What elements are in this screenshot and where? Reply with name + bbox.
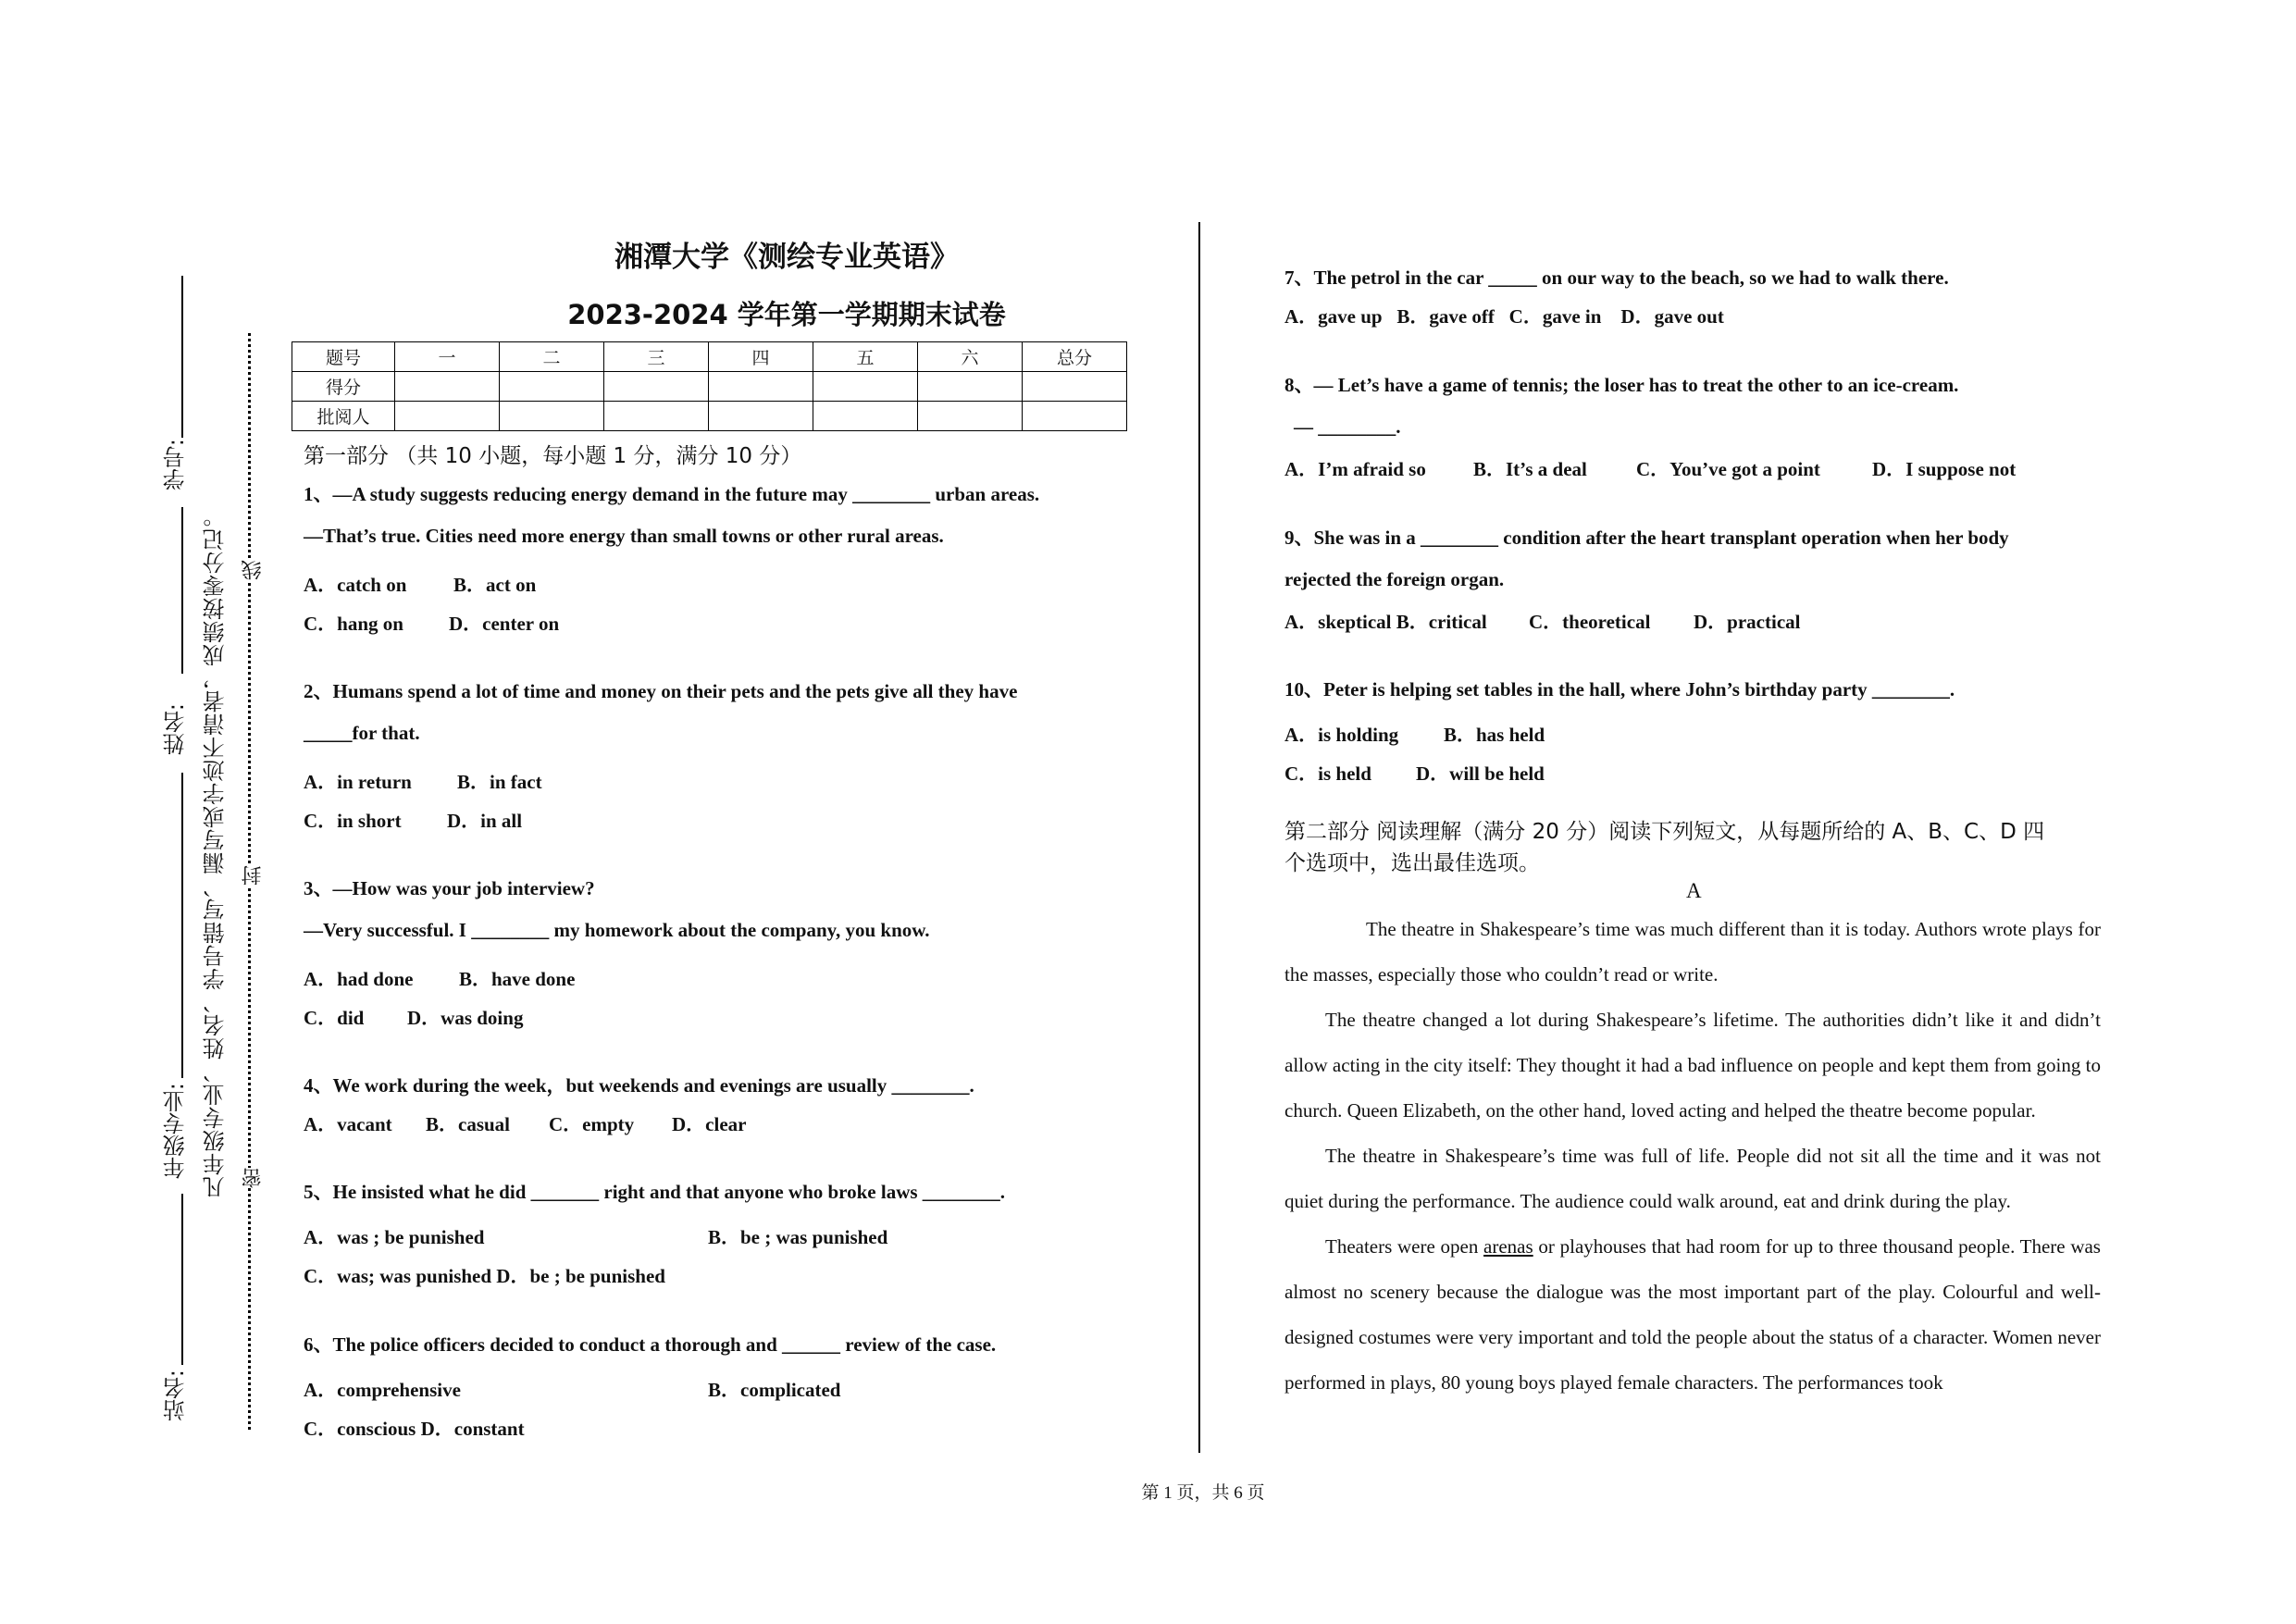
q7-options[interactable]: A．gave up B．gave off C．gave in D．gave out bbox=[1285, 305, 1724, 328]
q6-option-b[interactable]: B．complicated bbox=[708, 1379, 841, 1401]
q4-option-c[interactable]: C．empty bbox=[549, 1113, 635, 1135]
seal-mark-mi: 密 bbox=[239, 1168, 267, 1188]
passage-label: A bbox=[1686, 879, 1702, 902]
binding-line-2 bbox=[181, 507, 183, 674]
q1-option-c[interactable]: C．hang on bbox=[304, 613, 403, 635]
grader-cell[interactable] bbox=[1023, 402, 1127, 431]
grader-cell[interactable] bbox=[500, 402, 604, 431]
part2-heading-2: 个选项中，选出最佳选项。 bbox=[1285, 851, 1540, 875]
q10-option-c[interactable]: C．is held bbox=[1285, 762, 1371, 785]
q3-option-a[interactable]: A．had done bbox=[304, 968, 414, 990]
q3-option-d[interactable]: D．was doing bbox=[407, 1007, 524, 1029]
score-head-cell: 四 bbox=[709, 342, 813, 372]
score-row bbox=[292, 372, 1127, 402]
q1-option-a[interactable]: A．catch on bbox=[304, 574, 407, 596]
passage-p4-rest: or playhouses that had room for up to three thousand people. There was almost no scenery because the dialogue was the most important part of the play. Colourful and well-designed costumes were very important and told the people about the status of a character. Women never performed in plays, 80 young boys played female characters. The performances took bbox=[1285, 1235, 2101, 1394]
q10-option-d[interactable]: D．will be held bbox=[1416, 762, 1545, 785]
score-head-cell: 总分 bbox=[1023, 342, 1127, 372]
q10-option-b[interactable]: B．has held bbox=[1444, 724, 1545, 746]
q5-option-cd[interactable]: C．was; was punished D．be ; be punished bbox=[304, 1265, 665, 1287]
column-divider bbox=[1198, 222, 1200, 1453]
q3-stem-2: —Very successful. I ________ my homework about the company, you know. bbox=[304, 919, 930, 941]
q3-stem: 3、—How was your job interview? bbox=[304, 877, 595, 899]
passage-paragraph-3: The theatre in Shakespeare’s time was full of life. People did not sit all the time and it was not quiet during the performance. The audience could walk around, eat and drink during the play. bbox=[1285, 1145, 2101, 1212]
score-head-cell: 三 bbox=[604, 342, 709, 372]
grader-row-label: 批阅人 bbox=[292, 402, 395, 431]
q2-stem-2: _____for that. bbox=[304, 722, 420, 744]
score-cell[interactable] bbox=[500, 372, 604, 402]
binding-line-top bbox=[181, 276, 183, 438]
score-row-label: 得分 bbox=[292, 372, 395, 402]
score-head-cell: 五 bbox=[813, 342, 918, 372]
score-cell[interactable] bbox=[604, 372, 709, 402]
q10-option-a[interactable]: A．is holding bbox=[1285, 724, 1399, 746]
q9-option-c[interactable]: C．theoretical bbox=[1529, 611, 1651, 633]
name-label: 姓名: bbox=[163, 703, 189, 756]
grader-cell[interactable] bbox=[918, 402, 1023, 431]
q1-option-d[interactable]: D．center on bbox=[449, 613, 560, 635]
score-head-cell: 一 bbox=[395, 342, 500, 372]
passage-paragraph-4 bbox=[1285, 1224, 2101, 1406]
q4-option-a[interactable]: A．vacant bbox=[304, 1113, 392, 1135]
score-table-header-row bbox=[292, 342, 1127, 372]
score-cell[interactable] bbox=[709, 372, 813, 402]
score-cell[interactable] bbox=[395, 372, 500, 402]
q3-option-c[interactable]: C．did bbox=[304, 1007, 365, 1029]
q1-option-b[interactable]: B．act on bbox=[453, 574, 537, 596]
score-head-cell: 题号 bbox=[292, 342, 395, 372]
binding-line-3 bbox=[181, 773, 183, 1078]
q9-stem: 9、She was in a ________ condition after the heart transplant operation when her body bbox=[1285, 527, 2009, 549]
q4-stem: 4、We work during the week，but weekends and evenings are usually ________. bbox=[304, 1074, 974, 1097]
q8-option-b[interactable]: B．It’s a deal bbox=[1473, 458, 1587, 480]
q5-option-a[interactable]: A．was ; be punished bbox=[304, 1226, 485, 1248]
grader-cell[interactable] bbox=[709, 402, 813, 431]
reading-passage bbox=[1285, 907, 2101, 1406]
site-label: 站名: bbox=[163, 1370, 189, 1422]
q4-option-d[interactable]: D．clear bbox=[672, 1113, 747, 1135]
q6-option-cd[interactable]: C．conscious D．constant bbox=[304, 1418, 525, 1440]
exam-subtitle: 2023-2024 学年第一学期期末试卷 bbox=[567, 299, 1006, 330]
score-table bbox=[292, 341, 1127, 431]
score-cell[interactable] bbox=[918, 372, 1023, 402]
part2-heading: 第二部分 阅读理解（满分 20 分）阅读下列短文，从每题所给的 A、B、C、D 四 bbox=[1285, 820, 2045, 844]
grader-cell[interactable] bbox=[813, 402, 918, 431]
score-cell[interactable] bbox=[1023, 372, 1127, 402]
q4-option-b[interactable]: B．casual bbox=[426, 1113, 511, 1135]
exam-title: 湘潭大学《测绘专业英语》 bbox=[614, 241, 959, 274]
part1-heading: 第一部分 （共 10 小题，每小题 1 分，满分 10 分） bbox=[304, 444, 802, 468]
q3-option-b[interactable]: B．have done bbox=[459, 968, 576, 990]
q10-stem: 10、Peter is helping set tables in the hall, where John’s birthday party ________. bbox=[1285, 678, 1955, 700]
q5-stem: 5、He insisted what he did _______ right and that anyone who broke laws ________. bbox=[304, 1181, 1006, 1203]
q2-stem: 2、Humans spend a lot of time and money on their pets and the pets give all they have bbox=[304, 680, 1018, 702]
q6-stem: 6、The police officers decided to conduct a thorough and ______ review of the case. bbox=[304, 1333, 997, 1356]
q9-option-d[interactable]: D．practical bbox=[1694, 611, 1801, 633]
binding-note: 凡年级专业、姓名、学号错写、漏写或字迹不清者，成绩按零分记。 bbox=[203, 504, 229, 1198]
q8-stem: 8、— Let’s have a game of tennis; the loser has to treat the other to an ice-cream. bbox=[1285, 374, 1959, 396]
grader-row bbox=[292, 402, 1127, 431]
passage-underlined-word: arenas bbox=[1483, 1235, 1533, 1258]
seal-mark-feng: 封 bbox=[239, 865, 267, 886]
page-number: 第 1 页，共 6 页 bbox=[1141, 1483, 1265, 1503]
seal-mark-xian: 线 bbox=[239, 560, 267, 580]
q5-option-b[interactable]: B．be ; was punished bbox=[708, 1226, 888, 1248]
grader-cell[interactable] bbox=[604, 402, 709, 431]
q2-option-b[interactable]: B．in fact bbox=[457, 771, 542, 793]
q9-option-ab[interactable]: A．skeptical B．critical bbox=[1285, 611, 1487, 633]
q1-stem: 1、—A study suggests reducing energy demand in the future may ________ urban areas. bbox=[304, 483, 1040, 505]
passage-paragraph-1: The theatre in Shakespeare’s time was much different than it is today. Authors wrote plays for the masses, especially those who couldn’t read or write. bbox=[1285, 918, 2101, 986]
major-label: 年级专业: bbox=[163, 1083, 189, 1180]
passage-paragraph-2: The theatre changed a lot during Shakespeare’s lifetime. The authorities didn’t like it and didn’t allow acting in the city itself: They thought it had a bad influence on people and kept them from going to church. Queen Elizabeth, on the other hand, loved acting and helped the theatre become popular. bbox=[1285, 1009, 2101, 1122]
student-id-label: 学号: bbox=[163, 439, 189, 491]
score-head-cell: 六 bbox=[918, 342, 1023, 372]
score-cell[interactable] bbox=[813, 372, 918, 402]
q1-stem-2: —That’s true. Cities need more energy than small towns or other rural areas. bbox=[304, 525, 944, 547]
q6-option-a[interactable]: A．comprehensive bbox=[304, 1379, 461, 1401]
grader-cell[interactable] bbox=[395, 402, 500, 431]
binding-line-4 bbox=[181, 1194, 183, 1365]
q7-stem: 7、The petrol in the car _____ on our way to the beach, so we had to walk there. bbox=[1285, 267, 1949, 289]
q2-option-c[interactable]: C．in short bbox=[304, 810, 402, 832]
q8-option-c[interactable]: C．You’ve got a point bbox=[1636, 458, 1820, 480]
q9-stem-2: rejected the foreign organ. bbox=[1285, 568, 1505, 590]
q2-option-a[interactable]: A．in return bbox=[304, 771, 412, 793]
q2-option-d[interactable]: D．in all bbox=[447, 810, 523, 832]
q8-option-d[interactable]: D．I suppose not bbox=[1872, 458, 2017, 480]
q8-stem-2: — ________. bbox=[1294, 415, 1401, 438]
passage-p4-start: Theaters were open bbox=[1325, 1235, 1484, 1258]
q8-option-a[interactable]: A．I’m afraid so bbox=[1285, 458, 1426, 480]
score-head-cell: 二 bbox=[500, 342, 604, 372]
